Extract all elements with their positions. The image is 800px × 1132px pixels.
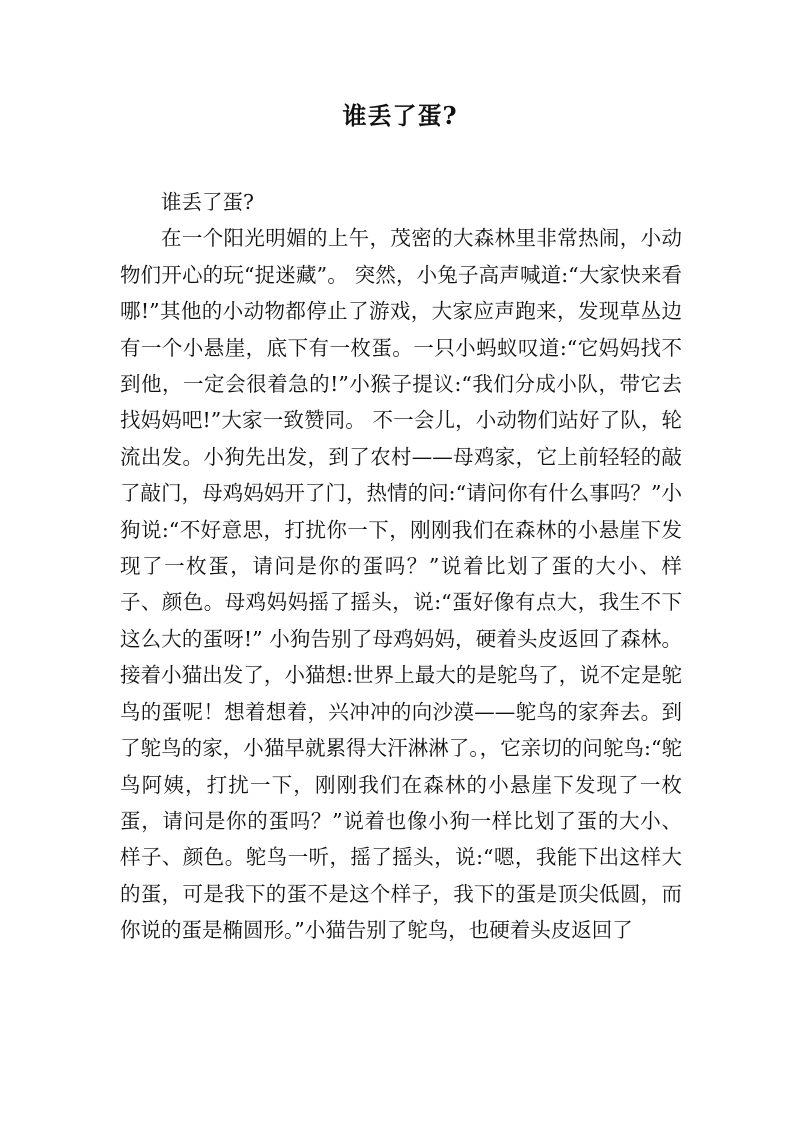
- document-body: [120, 184, 682, 949]
- paragraph-story: 在一个阳光明媚的上午，茂密的大森林里非常热闹，小动物们开心的玩“捉迷藏”。 突然，小兔子高声喊道:“大家快来看哪!”其他的小动物都停止了游戏，大家应声跑来，发现草丛边有一个小悬崖，底下有一枚蛋。一只小蚂蚁叹道:“它妈妈找不到他，一定会很着急的!”小猴子提议:“我们分成小队，带它去找妈妈吧!”大家一致赞同。 不一会儿，小动物们站好了队，轮流出发。小狗先出发，到了农村——母鸡家，它上前轻轻的敲了敲门，母鸡妈妈开了门，热情的问:“请问你有什么事吗？”小狗说:“不好意思，打扰你一下，刚刚我们在森林的小悬崖下发现了一枚蛋，请问是你的蛋吗？”说着比划了蛋的大小、样子、颜色。母鸡妈妈摇了摇头，说:“蛋好像有点大，我生不下这么大的蛋呀!” 小狗告别了母鸡妈妈，硬着头皮返回了森林。接着小猫出发了，小猫想:世界上最大的是鸵鸟了，说不定是鸵鸟的蛋呢！想着想着，兴冲冲的向沙漠——鸵鸟的家奔去。到了鸵鸟的家，小猫早就累得大汗淋淋了。，它亲切的问鸵鸟:“鸵鸟阿姨，打扰一下，刚刚我们在森林的小悬崖下发现了一枚蛋，请问是你的蛋吗？”说着也像小狗一样比划了蛋的大小、样子、颜色。鸵鸟一听，摇了摇头，说:“嗯，我能下出这样大的蛋，可是我下的蛋不是这个样子，我下的蛋是顶尖低圆，而你说的蛋是椭圆形。”小猫告别了鸵鸟，也硬着头皮返回了: [120, 226, 682, 943]
- paragraph-heading: 谁丢了蛋?: [161, 190, 254, 214]
- document-title: 谁丢了蛋?: [342, 101, 458, 130]
